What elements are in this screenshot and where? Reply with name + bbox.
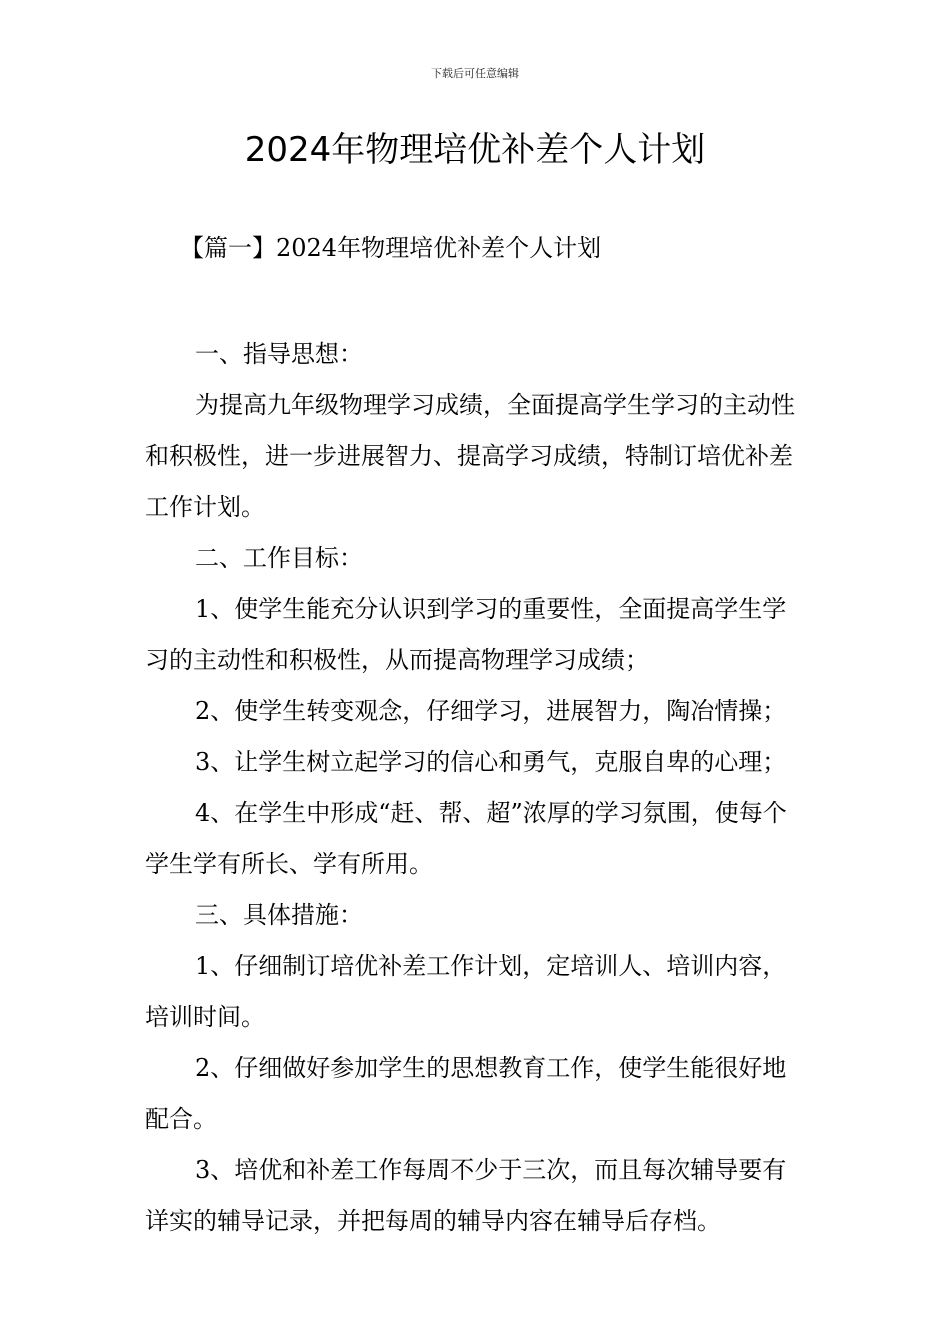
paragraph-goal-3: 3、让学生树立起学习的信心和勇气，克服自卑的心理； — [195, 748, 787, 776]
document-title: 2024年物理培优补差个人计划 — [244, 130, 706, 170]
paragraph-measure-3: 3、培优和补差工作每周不少于三次，而且每次辅导要有详实的辅导记录，并把每周的辅导内容在辅导后存档。 — [145, 1156, 787, 1235]
section-heading-guiding-thought: 一、指导思想： — [195, 340, 363, 368]
header-note: 下载后可任意编辑 — [431, 67, 519, 80]
paragraph-goal-2: 2、使学生转变观念，仔细学习，进展智力，陶冶情操； — [195, 697, 787, 725]
paragraph-goal-1: 1、使学生能充分认识到学习的重要性，全面提高学生学习的主动性和积极性，从而提高物理学习成绩； — [145, 595, 787, 674]
section-heading-work-goals: 二、工作目标： — [195, 544, 363, 572]
document-subtitle: 【篇一】2024年物理培优补差个人计划 — [180, 234, 602, 262]
section-heading-measures: 三、具体措施： — [195, 901, 363, 929]
document-body — [145, 329, 810, 1247]
paragraph-measure-1: 1、仔细制订培优补差工作计划，定培训人、培训内容，培训时间。 — [145, 952, 787, 1031]
paragraph-guiding-thought: 为提高九年级物理学习成绩，全面提高学生学习的主动性和积极性，进一步进展智力、提高学习成绩，特制订培优补差工作计划。 — [145, 391, 795, 521]
paragraph-measure-2: 2、仔细做好参加学生的思想教育工作，使学生能很好地配合。 — [145, 1054, 787, 1133]
paragraph-goal-4: 4、在学生中形成“赶、帮、超”浓厚的学习氛围，使每个学生学有所长、学有所用。 — [145, 799, 787, 878]
